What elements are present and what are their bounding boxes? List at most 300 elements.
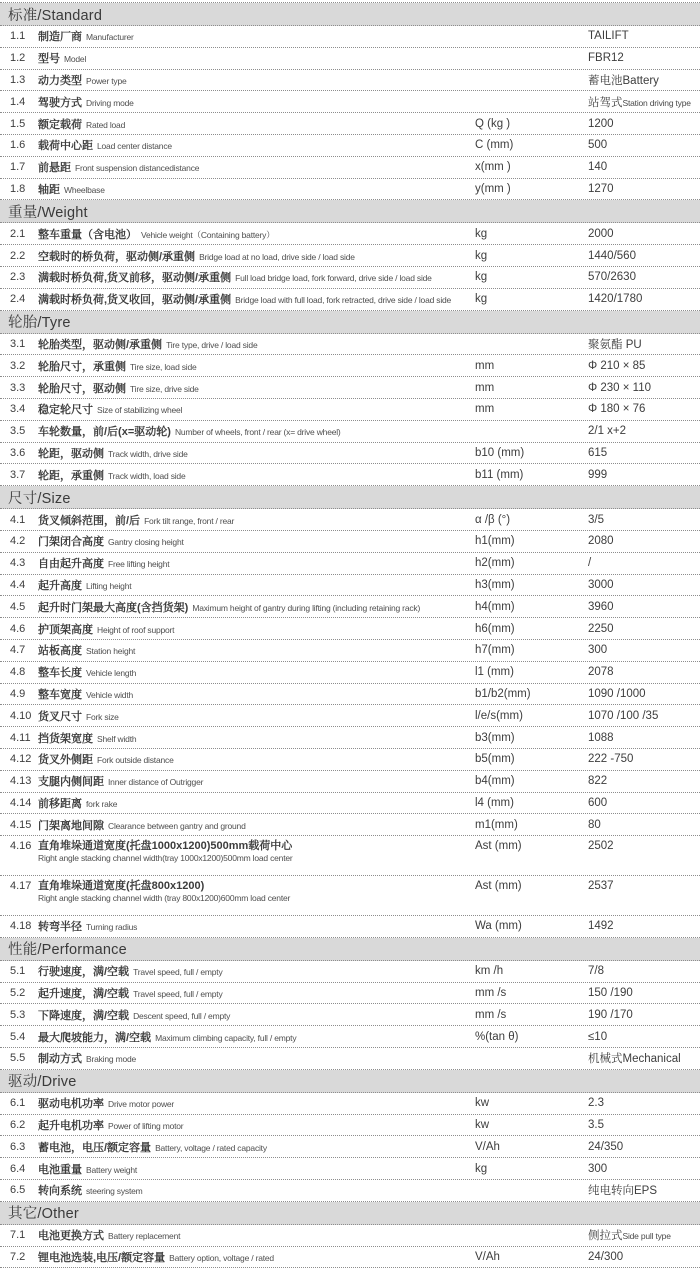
row-index: 3.5: [10, 425, 26, 438]
row-unit: mm /s: [475, 987, 507, 1000]
row-label: [38, 554, 475, 572]
row-index: 3.6: [10, 446, 26, 459]
row-label-cn: 前移距离: [38, 797, 82, 810]
row-value: [588, 557, 700, 569]
row-value: [588, 403, 700, 415]
row-label: [38, 1138, 475, 1156]
row-label-cn: 门架闭合高度: [38, 536, 104, 549]
row-unit: y(mm ): [475, 182, 511, 195]
row-value: [588, 447, 700, 459]
row-label: [38, 511, 475, 529]
row-label-en: Driving mode: [86, 97, 134, 108]
row-label: [38, 816, 475, 834]
row-value-main: Φ 210 × 85: [588, 359, 646, 372]
row-index: 2.2: [10, 249, 26, 262]
row-value: [588, 666, 700, 678]
row-label-en: Fork outside distance: [97, 755, 174, 766]
row-label-cn: 下降速度，满/空载: [38, 1009, 130, 1022]
row-label-en: Vehicle width: [86, 689, 134, 700]
row-index: 4.10: [10, 709, 32, 722]
section-rows: [0, 334, 700, 487]
spec-row: [0, 575, 700, 597]
row-label-cn: 起升电机功率: [38, 1120, 104, 1133]
section-title: 性能/Performance: [8, 942, 127, 959]
row-label-en: Shelf width: [97, 733, 137, 744]
row-label-en: Size of stabilizing wheel: [97, 405, 183, 416]
spec-row: [0, 1180, 700, 1202]
row-unit: b4(mm): [475, 775, 515, 788]
row-value: [588, 644, 700, 656]
row-label-cn: 驾驶方式: [38, 96, 82, 109]
row-label: [38, 444, 475, 462]
row-label: [38, 1160, 475, 1178]
row-label-cn: 最大爬坡能力，满/空载: [38, 1031, 152, 1044]
row-label-en: Turning radius: [86, 922, 138, 933]
row-label: [38, 1116, 475, 1134]
spec-row: [0, 983, 700, 1005]
row-unit: kw: [475, 1119, 490, 1132]
row-value-main: 2502: [588, 840, 614, 853]
section-header: [0, 311, 700, 334]
row-value-main: 机械式Mechanical: [588, 1053, 681, 1066]
row-index: 3.1: [10, 337, 26, 350]
section-title: 轮胎/Tyre: [8, 315, 71, 332]
row-value-main: 140: [588, 161, 608, 174]
row-label: [38, 225, 475, 243]
row-value-main: 600: [588, 796, 608, 809]
spec-section: [0, 938, 700, 1070]
row-index: 5.2: [10, 987, 26, 1000]
row-label-cn: 挡货架宽度: [38, 732, 93, 745]
row-unit: h1(mm): [475, 535, 515, 548]
row-label-cn: 驱动电机功率: [38, 1098, 104, 1111]
row-value: [588, 382, 700, 394]
row-label: [38, 729, 475, 747]
section-header: [0, 1070, 700, 1093]
row-label-en: Vehicle weight（Containing battery）: [141, 229, 275, 240]
row-label-cn: 行驶速度，满/空载: [38, 966, 130, 979]
row-value-main: 150 /190: [588, 987, 633, 1000]
row-label: [38, 422, 475, 440]
row-value: [588, 920, 700, 932]
row-label-cn: 整车宽度: [38, 688, 82, 701]
row-label-en: Battery, voltage / rated capacity: [155, 1142, 267, 1153]
row-value-main: 3/5: [588, 513, 604, 526]
row-label-en: Power of lifting motor: [108, 1121, 184, 1132]
row-value-main: 1088: [588, 731, 614, 744]
row-value-main: 300: [588, 1162, 608, 1175]
row-label-cn: 蓄电池，电压/额定容量: [38, 1141, 152, 1154]
row-index: 1.6: [10, 139, 26, 152]
row-unit: α /β (°): [475, 513, 511, 526]
row-label-en: Front suspension distancedistance: [75, 163, 200, 174]
section-rows: [0, 1225, 700, 1269]
row-label-en: Battery option, voltage / rated: [169, 1253, 274, 1264]
row-unit: mm /s: [475, 1008, 507, 1021]
row-value-main: 3.5: [588, 1119, 604, 1132]
row-label-cn: 型号: [38, 53, 60, 66]
row-label: [38, 962, 475, 980]
spec-row: [0, 814, 700, 836]
row-label: [38, 663, 475, 681]
row-value-main: 蓄电池Battery: [588, 74, 659, 87]
row-value-main: Φ 180 × 76: [588, 403, 646, 416]
row-index: 1.1: [10, 30, 26, 43]
row-index: 5.1: [10, 965, 26, 978]
row-index: 7.1: [10, 1229, 26, 1242]
row-label-en: Bridge load at no load, drive side / load side: [199, 251, 355, 262]
row-value-suffix: Station driving type: [622, 97, 691, 108]
row-label-cn: 转弯半径: [38, 921, 82, 934]
row-label-cn: 货叉倾斜范围，前/后: [38, 514, 141, 527]
row-label-cn: 货叉外侧距: [38, 754, 93, 767]
row-unit: b10 (mm): [475, 446, 525, 459]
row-label-en: Full load bridge load, fork forward, drive side / load side: [235, 273, 432, 284]
row-value: [588, 139, 700, 151]
section-header: [0, 938, 700, 961]
row-label-cn: 载荷中心距: [38, 140, 93, 153]
row-label: [38, 1028, 475, 1046]
row-label: [38, 772, 475, 790]
row-value: [588, 965, 700, 977]
row-label-cn: 起升速度，满/空载: [38, 988, 130, 1001]
spec-row: [0, 684, 700, 706]
row-value-main: 1270: [588, 182, 614, 195]
spec-row: [0, 443, 700, 465]
row-index: 7.2: [10, 1251, 26, 1264]
row-label-en: Fork tilt range, front / rear: [144, 515, 235, 526]
row-unit: kg: [475, 227, 488, 240]
spec-row: [0, 1115, 700, 1137]
row-label: [38, 620, 475, 638]
row-label: [38, 1181, 475, 1199]
row-unit: b1/b2(mm): [475, 687, 531, 700]
row-label: [38, 1006, 475, 1024]
section-header: [0, 1202, 700, 1225]
row-label-cn: 直角堆垛通道宽度(托盘800x1200): [38, 880, 205, 893]
row-label-cn: 稳定轮尺寸: [38, 404, 93, 417]
spec-row: [0, 876, 700, 916]
row-index: 6.5: [10, 1184, 26, 1197]
row-index: 4.12: [10, 753, 32, 766]
row-value-main: 300: [588, 644, 608, 657]
row-label-en: Maximum height of gantry during lifting (including retaining rack): [192, 602, 421, 613]
row-unit: m1(mm): [475, 818, 518, 831]
row-index: 4.13: [10, 775, 32, 788]
row-unit: C (mm): [475, 139, 514, 152]
spec-table: [0, 2, 700, 1268]
row-label-cn: 轴距: [38, 183, 60, 196]
row-index: 2.3: [10, 271, 26, 284]
section-header: [0, 486, 700, 509]
row-value-main: 纯电转向EPS: [588, 1185, 658, 1198]
row-label-en: Station height: [86, 646, 136, 657]
row-label: [38, 685, 475, 703]
row-value-main: 570/2630: [588, 271, 636, 284]
row-unit: Ast (mm): [475, 840, 522, 853]
row-index: 4.9: [10, 687, 26, 700]
row-label: [38, 247, 475, 265]
row-unit: h7(mm): [475, 644, 515, 657]
spec-row: [0, 509, 700, 531]
row-label-en: Bridge load with full load, fork retracted, drive side / load side: [235, 295, 452, 306]
row-label-en: Right angle stacking channel width (tray 800x1200)600mm load center: [38, 893, 291, 904]
row-index: 6.4: [10, 1162, 26, 1175]
row-unit: h2(mm): [475, 557, 515, 570]
row-label-cn: 门架离地间隙: [38, 819, 104, 832]
spec-row: [0, 377, 700, 399]
row-label-en: Power type: [86, 75, 127, 86]
row-value: [588, 514, 700, 526]
row-index: 3.2: [10, 359, 26, 372]
row-label-en: Inner distance of Outrigger: [108, 777, 204, 788]
row-value: [588, 1119, 700, 1131]
spec-row: [0, 727, 700, 749]
section-rows: [0, 509, 700, 938]
row-value: [588, 118, 700, 130]
row-value: [588, 876, 700, 892]
row-label-en: Free lifting height: [108, 559, 170, 570]
row-value-main: 190 /170: [588, 1008, 633, 1021]
row-value-main: 2.3: [588, 1097, 604, 1110]
row-label-en: Tire size, load side: [130, 361, 197, 372]
row-value: [588, 52, 700, 64]
row-value: [588, 775, 700, 787]
row-value-main: 1492: [588, 920, 614, 933]
row-value: [588, 601, 700, 613]
spec-row: [0, 48, 700, 70]
row-index: 1.7: [10, 161, 26, 174]
row-label-en: Maximum climbing capacity, full / empty: [155, 1032, 297, 1043]
row-label-cn: 额定载荷: [38, 118, 82, 131]
row-unit: Ast (mm): [475, 880, 522, 893]
row-index: 4.7: [10, 644, 26, 657]
row-label-en: Battery replacement: [108, 1231, 181, 1242]
spec-row: [0, 961, 700, 983]
row-value-main: 1090 /1000: [588, 687, 646, 700]
spec-row: [0, 70, 700, 92]
row-label-en: Drive motor power: [108, 1099, 175, 1110]
row-value: [588, 336, 700, 352]
row-value-main: TAILIFT: [588, 30, 629, 43]
row-label-cn: 空载时的桥负荷，驱动侧/承重侧: [38, 250, 196, 263]
spec-row: [0, 334, 700, 356]
section-rows: [0, 223, 700, 310]
spec-row: [0, 1093, 700, 1115]
row-value-main: 站驾式: [588, 96, 623, 109]
spec-row: [0, 531, 700, 553]
spec-section: [0, 486, 700, 938]
row-label: [38, 49, 475, 67]
row-index: 3.4: [10, 403, 26, 416]
spec-row: [0, 1004, 700, 1026]
row-value-main: 2080: [588, 535, 614, 548]
row-label-en: Battery weight: [86, 1164, 138, 1175]
row-label-en: Right angle stacking channel width(tray 1000x1200)500mm load center: [38, 853, 293, 864]
row-value-main: 1200: [588, 117, 614, 130]
row-unit: mm: [475, 403, 495, 416]
row-label: [38, 794, 475, 812]
row-value: [588, 797, 700, 809]
row-value: [588, 1227, 700, 1243]
row-label-cn: 轮胎尺寸，驱动侧: [38, 382, 126, 395]
row-unit: b3(mm): [475, 731, 515, 744]
row-index: 1.3: [10, 73, 26, 86]
row-label: [38, 876, 475, 904]
row-value-main: 聚氨酯 PU: [588, 338, 642, 351]
section-header: [0, 200, 700, 223]
row-index: 4.5: [10, 600, 26, 613]
section-title: 驱动/Drive: [8, 1074, 77, 1091]
row-value: [588, 987, 700, 999]
row-value-main: 1420/1780: [588, 293, 643, 306]
row-value: [588, 579, 700, 591]
row-label-en: Rated load: [86, 119, 126, 130]
row-value: [588, 535, 700, 547]
row-label: [38, 598, 475, 616]
row-index: 5.4: [10, 1030, 26, 1043]
row-label-en: Model: [64, 54, 87, 65]
row-value: [588, 161, 700, 173]
row-label-en: Fork size: [86, 711, 119, 722]
row-value: [588, 623, 700, 635]
row-label: [38, 466, 475, 484]
row-label: [38, 1248, 475, 1266]
spec-row: [0, 916, 700, 938]
row-index: 4.17: [10, 880, 32, 893]
spec-row: [0, 289, 700, 311]
row-label: [38, 268, 475, 286]
row-label-cn: 整车重量（含电池）: [38, 228, 137, 241]
row-value-main: 2078: [588, 666, 614, 679]
row-value: [588, 360, 700, 372]
row-label: [38, 532, 475, 550]
row-unit: mm: [475, 359, 495, 372]
row-label-cn: 锂电池选装,电压/额定容量: [38, 1252, 166, 1265]
row-unit: b11 (mm): [475, 468, 524, 481]
row-label-en: Braking mode: [86, 1054, 137, 1065]
spec-row: [0, 771, 700, 793]
row-index: 4.6: [10, 622, 26, 635]
row-label-cn: 轮距，承重侧: [38, 469, 104, 482]
row-label: [38, 400, 475, 418]
spec-row: [0, 26, 700, 48]
row-label: [38, 357, 475, 375]
row-unit: kg: [475, 249, 488, 262]
row-value-main: FBR12: [588, 52, 624, 65]
row-value: [588, 72, 700, 88]
row-label: [38, 917, 475, 935]
row-value: [588, 425, 700, 437]
row-label-en: Wheelbase: [64, 184, 105, 195]
row-value: [588, 1009, 700, 1021]
row-label: [38, 1049, 475, 1067]
row-index: 4.11: [10, 731, 31, 744]
row-label: [38, 136, 475, 154]
row-value: [588, 469, 700, 481]
spec-row: [0, 1048, 700, 1070]
row-label: [38, 1094, 475, 1112]
row-unit: Wa (mm): [475, 920, 522, 933]
row-value: [588, 94, 700, 110]
row-value-main: 侧拉式: [588, 1230, 623, 1243]
row-value: [588, 1163, 700, 1175]
row-label-cn: 电池重量: [38, 1163, 82, 1176]
row-value-main: 24/300: [588, 1251, 624, 1264]
row-index: 4.14: [10, 796, 32, 809]
row-label: [38, 93, 475, 111]
row-label: [38, 27, 475, 45]
row-value-main: 2000: [588, 227, 614, 240]
row-label: [38, 836, 475, 864]
spec-row: [0, 157, 700, 179]
row-label-en: Load center distance: [97, 141, 172, 152]
spec-row: [0, 1247, 700, 1269]
row-value: [588, 1251, 700, 1263]
row-label-cn: 车轮数量，前/后(x=驱动轮): [38, 426, 171, 439]
row-label: [38, 290, 475, 308]
spec-row: [0, 1158, 700, 1180]
spec-row: [0, 596, 700, 618]
row-unit: mm: [475, 381, 495, 394]
spec-row: [0, 245, 700, 267]
spec-row: [0, 1225, 700, 1247]
spec-row: [0, 91, 700, 113]
spec-row: [0, 464, 700, 486]
row-label: [38, 71, 475, 89]
row-label-cn: 转向系统: [38, 1185, 82, 1198]
row-label-en: Manufacturer: [86, 32, 134, 43]
row-label-cn: 满载时桥负荷,货叉收回，驱动侧/承重侧: [38, 294, 232, 307]
section-title: 其它/Other: [8, 1206, 79, 1223]
section-rows: [0, 26, 700, 200]
row-value-main: 999: [588, 468, 608, 481]
row-unit: V/Ah: [475, 1140, 500, 1153]
spec-row: [0, 421, 700, 443]
row-label: [38, 707, 475, 725]
row-index: 1.5: [10, 117, 26, 130]
row-value-main: 615: [588, 446, 608, 459]
row-value: [588, 836, 700, 852]
row-label: [38, 158, 475, 176]
row-index: 1.4: [10, 95, 26, 108]
row-value: [588, 1031, 700, 1043]
row-label: [38, 576, 475, 594]
row-value: [588, 732, 700, 744]
row-label: [38, 984, 475, 1002]
row-unit: b5(mm): [475, 753, 515, 766]
row-label-cn: 动力类型: [38, 74, 82, 87]
row-value: [588, 293, 700, 305]
row-label-en: Clearance between gantry and ground: [108, 820, 246, 831]
row-label-en: fork rake: [86, 798, 118, 809]
row-unit: kw: [475, 1097, 490, 1110]
spec-section: [0, 200, 700, 310]
row-label-cn: 电池更换方式: [38, 1230, 104, 1243]
row-label-en: Tire size, drive side: [130, 383, 199, 394]
row-index: 4.4: [10, 578, 26, 591]
row-value: [588, 1182, 700, 1198]
row-value-main: 1440/560: [588, 249, 636, 262]
row-unit: kg: [475, 293, 488, 306]
row-label-en: Lifting height: [86, 580, 132, 591]
row-label-en: Track width, load side: [108, 470, 186, 481]
row-value: [588, 710, 700, 722]
row-value-main: ≤10: [588, 1030, 608, 1043]
spec-section: [0, 3, 700, 200]
row-label-en: Height of roof support: [97, 624, 175, 635]
row-value: [588, 1141, 700, 1153]
